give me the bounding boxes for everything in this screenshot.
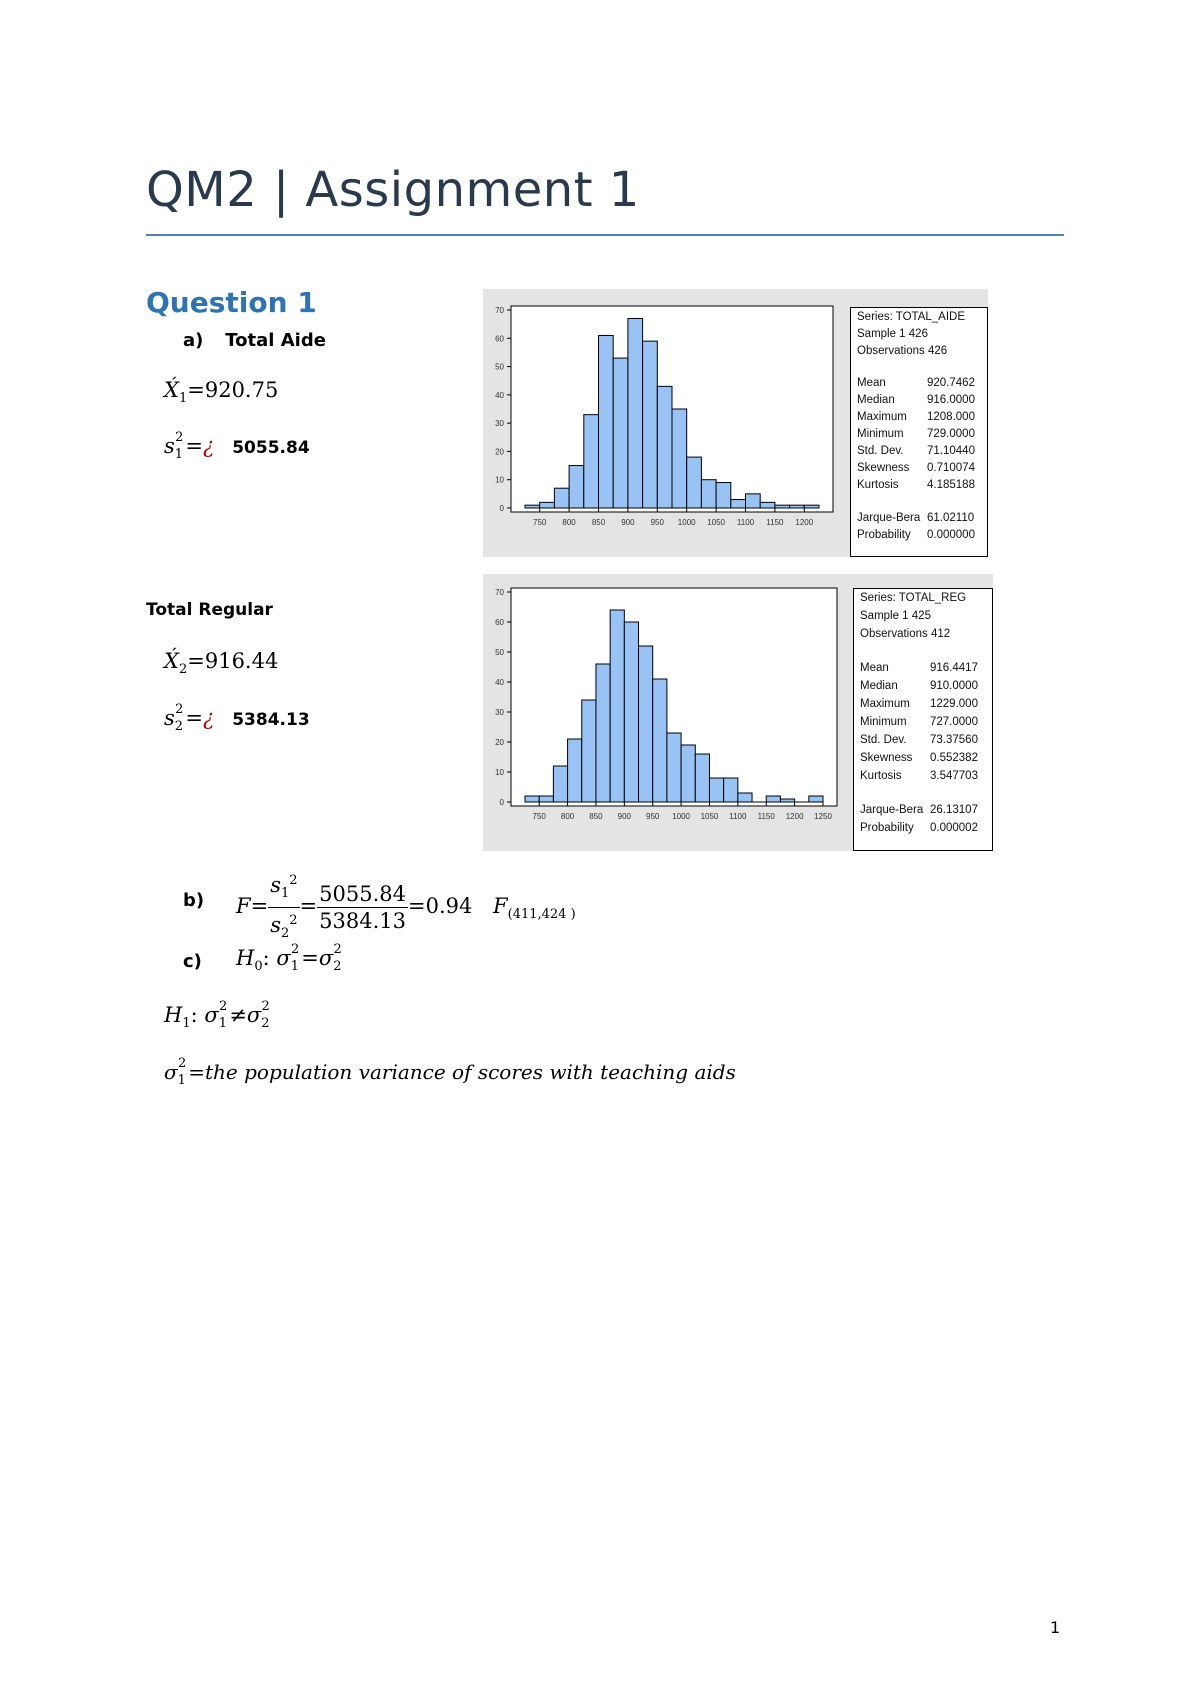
stats-value: 73.37560	[930, 734, 978, 747]
stats-label: Median	[857, 394, 895, 407]
stats-label: Sample 1 426	[857, 328, 928, 340]
histogram-bar	[643, 341, 658, 508]
stats-label: Series: TOTAL_REG	[860, 592, 967, 604]
part-b-tag: b)	[183, 890, 205, 911]
histogram-bar	[746, 494, 761, 508]
histogram-bar	[738, 793, 752, 802]
histogram-bar	[569, 466, 584, 508]
stats-value: 4.185188	[927, 479, 975, 492]
histogram-bar	[701, 480, 716, 508]
histogram-bar	[628, 318, 643, 508]
stats-label: Series: TOTAL_AIDE	[857, 311, 966, 323]
x-tick-label: 1000	[677, 518, 696, 527]
histogram-bar	[554, 488, 569, 508]
xbar1-equation: $X́_1=920.75$	[164, 378, 279, 407]
histogram-bar	[540, 502, 555, 508]
x-tick-label: 1250	[814, 812, 832, 821]
y-tick-label: 0	[499, 504, 504, 513]
histogram-bar	[657, 386, 672, 508]
stats-box-aide	[850, 307, 988, 557]
stats-label: Skewness	[860, 752, 913, 765]
histogram-bar	[596, 664, 610, 802]
histogram-bar	[525, 796, 539, 802]
histogram-bar	[639, 646, 653, 802]
histogram-bar	[809, 796, 823, 802]
stats-value: 729.0000	[927, 428, 975, 441]
sigma-definition-text: the population variance of scores with teaching aids	[204, 1060, 736, 1084]
x-tick-label: 950	[650, 518, 664, 527]
y-tick-label: 20	[495, 447, 504, 457]
stats-value: 0.000000	[927, 528, 975, 541]
stats-label: Observations 412	[860, 628, 951, 640]
xbar2-value: 916.44	[204, 649, 279, 673]
x-tick-label: 1200	[795, 518, 814, 527]
stats-value: 920.7462	[927, 377, 975, 390]
stats-label: Sample 1 425	[860, 610, 931, 622]
stats-value: 1229.000	[930, 698, 978, 711]
stats-value: 71.10440	[927, 445, 975, 458]
weird-char-2: ¿	[202, 706, 215, 730]
x-tick-label: 1100	[736, 518, 755, 527]
histogram-bar	[653, 679, 667, 802]
histogram-bar	[709, 778, 723, 802]
y-tick-label: 30	[495, 419, 504, 429]
x-tick-label: 900	[621, 518, 635, 527]
xbar2-equation: $X́_2=916.44$	[164, 649, 279, 678]
stats-label: Probability	[857, 528, 911, 541]
f-statistic-equation: F= $\frac{s_1^2}{s_2^2}$ = $\frac{5055.84}{5384.13}$ =0.94 $F_{(411,424 )}$	[236, 868, 576, 947]
histogram-panel-regular	[483, 574, 993, 851]
y-tick-label: 50	[495, 362, 504, 372]
s2-value: 5384.13	[232, 710, 310, 730]
histogram-bar	[716, 483, 731, 508]
histogram-bar	[599, 335, 614, 508]
stats-value: 3.547703	[930, 770, 978, 783]
xbar1-value: 920.75	[204, 378, 279, 402]
sigma-definition: $\sigma_1^2 =the$ population variance of scores with teaching aids	[164, 1056, 736, 1088]
stats-label: Skewness	[857, 462, 910, 475]
x-tick-label: 800	[562, 518, 576, 527]
stats-value: 916.4417	[930, 662, 978, 675]
x-tick-label: 950	[646, 812, 660, 821]
histogram-bar	[687, 457, 702, 508]
stats-label: Observations 426	[857, 345, 948, 357]
x-tick-label: 1150	[757, 812, 775, 821]
x-tick-label: 750	[532, 812, 546, 821]
x-tick-label: 850	[591, 518, 606, 527]
stats-label: Mean	[860, 662, 889, 675]
histogram-bar	[672, 409, 687, 508]
y-tick-label: 40	[495, 678, 504, 687]
histogram-bar	[613, 358, 628, 508]
histogram-bar	[731, 500, 746, 508]
histogram-bar	[724, 778, 738, 802]
stats-label: Minimum	[857, 428, 904, 441]
stats-value: 26.13107	[930, 804, 978, 817]
stats-label: Minimum	[860, 716, 907, 729]
stats-value: 0.710074	[927, 462, 975, 475]
stats-label: Kurtosis	[857, 479, 899, 492]
stats-label: Jarque-Bera	[857, 511, 921, 524]
stats-label: Mean	[857, 377, 886, 390]
x-tick-label: 900	[617, 812, 632, 821]
y-tick-label: 50	[495, 648, 504, 657]
title-underline	[146, 234, 1064, 236]
stats-label: Std. Dev.	[860, 734, 907, 747]
x-tick-label: 1150	[766, 518, 784, 527]
document-title: QM2 | Assignment 1	[146, 162, 640, 218]
y-tick-label: 20	[495, 738, 504, 747]
null-hypothesis: $H_0$: $\sigma_1^2=\sigma_2^2$	[236, 942, 342, 975]
stats-value: 61.02110	[927, 511, 975, 524]
f-numerator: 5055.84	[319, 882, 406, 907]
s2-equation: $s_2^2=¿$ 5384.13	[164, 702, 310, 735]
histogram-bar	[760, 502, 775, 508]
x-tick-label: 1050	[707, 518, 725, 527]
stats-value: 0.552382	[930, 752, 978, 765]
f-value-fraction	[317, 881, 408, 934]
histogram-bar	[667, 733, 681, 802]
total-regular-label: Total Regular	[146, 600, 273, 620]
x-tick-label: 750	[533, 518, 547, 527]
y-tick-label: 70	[495, 306, 504, 315]
histogram-bar	[695, 754, 709, 802]
question-heading: Question 1	[146, 286, 317, 319]
y-tick-label: 0	[499, 798, 504, 807]
histogram-bar	[681, 745, 695, 802]
stats-value: 727.0000	[930, 716, 978, 729]
y-tick-label: 10	[495, 475, 504, 485]
s1-equation: $s_1^2=¿$ 5055.84	[164, 430, 310, 463]
f-degrees-of-freedom: (411,424 )	[507, 907, 576, 923]
x-tick-label: 1000	[672, 812, 690, 821]
stats-label: Maximum	[857, 411, 907, 424]
histogram-bar	[766, 796, 780, 802]
f-variance-fraction: $\frac{s_1^2}{s_2^2}$	[268, 868, 299, 947]
histogram-bar	[584, 415, 599, 508]
histogram-aide	[483, 289, 838, 557]
y-tick-label: 40	[495, 390, 504, 400]
y-tick-label: 60	[495, 618, 504, 627]
stats-value: 1208.000	[927, 411, 975, 424]
stats-value: 916.0000	[927, 394, 975, 407]
f-result: 0.94	[425, 894, 473, 919]
stats-label: Kurtosis	[860, 770, 902, 783]
y-tick-label: 60	[495, 334, 504, 344]
stats-label: Jarque-Bera	[860, 804, 924, 817]
histogram-bar	[582, 700, 596, 802]
part-c-tag: c)	[183, 951, 202, 972]
stats-label: Maximum	[860, 698, 910, 711]
histogram-panel-aide	[483, 289, 988, 557]
part-a-heading	[183, 330, 326, 351]
stats-value: 0.000002	[930, 822, 978, 835]
histogram-bar	[539, 796, 553, 802]
histogram-bar	[553, 766, 567, 802]
y-tick-label: 10	[495, 768, 504, 777]
stats-box-regular	[853, 588, 993, 851]
stats-value: 910.0000	[930, 680, 978, 693]
x-tick-label: 850	[589, 812, 603, 821]
page-number: 1	[1050, 1618, 1061, 1637]
histogram-bar	[624, 622, 638, 802]
weird-char: ¿	[202, 434, 215, 458]
s1-value: 5055.84	[232, 438, 310, 458]
histogram-regular	[483, 574, 843, 851]
stats-label: Std. Dev.	[857, 445, 904, 458]
alternative-hypothesis: $H_1$: $\sigma_1^2\ne\sigma_2^2$	[164, 999, 270, 1032]
part-a-tag: a)	[183, 330, 204, 351]
x-tick-label: 1200	[785, 812, 804, 821]
x-tick-label: 1050	[700, 812, 719, 821]
stats-label: Probability	[860, 822, 914, 835]
f-denominator: 5384.13	[319, 909, 406, 934]
stats-label: Median	[860, 680, 898, 693]
x-tick-label: 1100	[729, 812, 747, 821]
y-tick-label: 70	[495, 588, 504, 597]
part-a-label: Total Aide	[225, 330, 326, 351]
x-tick-label: 800	[560, 812, 575, 821]
histogram-bar	[568, 739, 582, 802]
histogram-bar	[610, 610, 624, 802]
y-tick-label: 30	[495, 708, 504, 717]
